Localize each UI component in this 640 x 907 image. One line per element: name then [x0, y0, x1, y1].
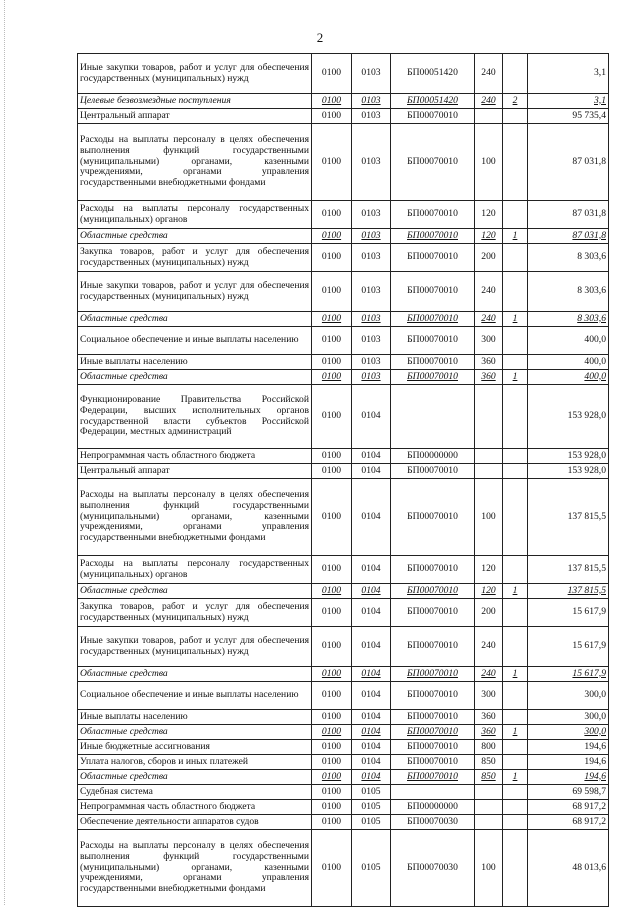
amount: 153 928,0	[528, 385, 609, 449]
funding-source-code	[503, 785, 528, 800]
amount: 194,6	[528, 770, 609, 785]
amount: 87 031,8	[528, 229, 609, 244]
funding-source-code	[503, 710, 528, 725]
section-code: 0100	[312, 327, 352, 355]
funding-source-code	[503, 815, 528, 830]
expense-type-code	[475, 785, 503, 800]
row-description: Расходы на выплаты персоналу в целях обеспечения выполнения функций государственными (муниципальными) органами, казенными учреждениями, органами управления государственными внебюджетными фондами	[78, 479, 312, 556]
subsection-code: 0104	[352, 449, 391, 464]
target-article-code: БП00070030	[391, 815, 475, 830]
table-row	[78, 370, 609, 385]
table-row	[78, 385, 609, 449]
table-row	[78, 815, 609, 830]
subsection-code: 0103	[352, 312, 391, 327]
funding-source-code	[503, 124, 528, 201]
target-article-code: БП00070010	[391, 109, 475, 124]
funding-source-code: 2	[503, 94, 528, 109]
subsection-code: 0104	[352, 667, 391, 682]
expense-type-code	[475, 464, 503, 479]
table-row	[78, 710, 609, 725]
amount: 69 598,7	[528, 785, 609, 800]
target-article-code: БП00070010	[391, 599, 475, 627]
expense-type-code: 240	[475, 272, 503, 312]
subsection-code: 0104	[352, 385, 391, 449]
subsection-code: 0104	[352, 599, 391, 627]
section-code: 0100	[312, 244, 352, 272]
target-article-code: БП00070010	[391, 667, 475, 682]
expense-type-code: 200	[475, 244, 503, 272]
funding-source-code: 1	[503, 667, 528, 682]
row-description: Иные закупки товаров, работ и услуг для обеспечения государственных (муниципальных) нужд	[78, 272, 312, 312]
table-row	[78, 599, 609, 627]
section-code: 0100	[312, 682, 352, 710]
row-description: Судебная система	[78, 785, 312, 800]
amount: 300,0	[528, 682, 609, 710]
funding-source-code	[503, 682, 528, 710]
table-row	[78, 830, 609, 907]
expense-type-code	[475, 815, 503, 830]
subsection-code: 0103	[352, 54, 391, 94]
target-article-code: БП00070010	[391, 770, 475, 785]
funding-source-code	[503, 449, 528, 464]
table-row	[78, 201, 609, 229]
amount: 194,6	[528, 740, 609, 755]
table-row	[78, 584, 609, 599]
row-description: Центральный аппарат	[78, 464, 312, 479]
subsection-code: 0103	[352, 370, 391, 385]
subsection-code: 0103	[352, 229, 391, 244]
target-article-code: БП00070010	[391, 556, 475, 584]
funding-source-code	[503, 556, 528, 584]
table-row	[78, 355, 609, 370]
row-description: Иные выплаты населению	[78, 355, 312, 370]
row-description: Иные закупки товаров, работ и услуг для обеспечения государственных (муниципальных) нужд	[78, 627, 312, 667]
funding-source-code: 1	[503, 725, 528, 740]
funding-source-code: 1	[503, 229, 528, 244]
expense-type-code	[475, 385, 503, 449]
funding-source-code	[503, 272, 528, 312]
row-description: Областные средства	[78, 584, 312, 599]
expense-type-code: 240	[475, 312, 503, 327]
row-description: Центральный аппарат	[78, 109, 312, 124]
section-code: 0100	[312, 479, 352, 556]
row-description: Областные средства	[78, 667, 312, 682]
target-article-code	[391, 385, 475, 449]
subsection-code: 0104	[352, 725, 391, 740]
row-description: Областные средства	[78, 229, 312, 244]
subsection-code: 0104	[352, 464, 391, 479]
expense-type-code: 100	[475, 124, 503, 201]
target-article-code: БП00070010	[391, 370, 475, 385]
expense-type-code: 850	[475, 770, 503, 785]
row-description: Закупка товаров, работ и услуг для обеспечения государственных (муниципальных) нужд	[78, 244, 312, 272]
amount: 400,0	[528, 370, 609, 385]
section-code: 0100	[312, 272, 352, 312]
target-article-code: БП00070010	[391, 229, 475, 244]
expense-type-code: 120	[475, 556, 503, 584]
section-code: 0100	[312, 710, 352, 725]
expense-type-code: 850	[475, 755, 503, 770]
expense-type-code	[475, 800, 503, 815]
funding-source-code	[503, 800, 528, 815]
expense-type-code: 360	[475, 725, 503, 740]
target-article-code: БП00051420	[391, 94, 475, 109]
amount: 400,0	[528, 355, 609, 370]
budget-table	[77, 53, 609, 907]
section-code: 0100	[312, 785, 352, 800]
row-description: Расходы на выплаты персоналу в целях обеспечения выполнения функций государственными (муниципальными) органами, казенными учреждениями, органами управления государственными внебюджетными фондами	[78, 830, 312, 907]
table-row	[78, 327, 609, 355]
amount: 194,6	[528, 755, 609, 770]
subsection-code: 0103	[352, 109, 391, 124]
expense-type-code: 200	[475, 599, 503, 627]
amount: 15 617,9	[528, 599, 609, 627]
subsection-code: 0104	[352, 770, 391, 785]
target-article-code: БП00051420	[391, 54, 475, 94]
amount: 48 013,6	[528, 830, 609, 907]
row-description: Социальное обеспечение и иные выплаты населению	[78, 682, 312, 710]
funding-source-code	[503, 599, 528, 627]
section-code: 0100	[312, 667, 352, 682]
table-row	[78, 667, 609, 682]
table-row	[78, 479, 609, 556]
target-article-code	[391, 785, 475, 800]
subsection-code: 0103	[352, 124, 391, 201]
expense-type-code: 360	[475, 710, 503, 725]
amount: 153 928,0	[528, 464, 609, 479]
section-code: 0100	[312, 740, 352, 755]
table-row	[78, 755, 609, 770]
funding-source-code	[503, 627, 528, 667]
subsection-code: 0103	[352, 244, 391, 272]
subsection-code: 0103	[352, 327, 391, 355]
row-description: Закупка товаров, работ и услуг для обеспечения государственных (муниципальных) нужд	[78, 599, 312, 627]
table-row	[78, 124, 609, 201]
table-row	[78, 464, 609, 479]
expense-type-code	[475, 109, 503, 124]
funding-source-code: 1	[503, 312, 528, 327]
funding-source-code: 1	[503, 770, 528, 785]
row-description: Обеспечение деятельности аппаратов судов	[78, 815, 312, 830]
target-article-code: БП00070010	[391, 710, 475, 725]
page-number: 2	[316, 30, 324, 45]
row-description: Расходы на выплаты персоналу государственных (муниципальных) органов	[78, 201, 312, 229]
subsection-code: 0104	[352, 710, 391, 725]
table-row	[78, 94, 609, 109]
row-description: Непрограммная часть областного бюджета	[78, 800, 312, 815]
row-description: Уплата налогов, сборов и иных платежей	[78, 755, 312, 770]
table-row	[78, 229, 609, 244]
section-code: 0100	[312, 830, 352, 907]
subsection-code: 0104	[352, 755, 391, 770]
expense-type-code: 360	[475, 355, 503, 370]
funding-source-code: 1	[503, 370, 528, 385]
amount: 3,1	[528, 94, 609, 109]
amount: 300,0	[528, 725, 609, 740]
row-description: Иные бюджетные ассигнования	[78, 740, 312, 755]
subsection-code: 0105	[352, 815, 391, 830]
table-row	[78, 312, 609, 327]
target-article-code: БП00070010	[391, 755, 475, 770]
subsection-code: 0104	[352, 740, 391, 755]
amount: 87 031,8	[528, 201, 609, 229]
amount: 3,1	[528, 54, 609, 94]
expense-type-code: 240	[475, 667, 503, 682]
budget-table-body	[78, 54, 609, 907]
target-article-code: БП00070010	[391, 725, 475, 740]
subsection-code: 0104	[352, 627, 391, 667]
section-code: 0100	[312, 94, 352, 109]
table-row	[78, 770, 609, 785]
subsection-code: 0105	[352, 785, 391, 800]
amount: 8 303,6	[528, 312, 609, 327]
subsection-code: 0103	[352, 272, 391, 312]
section-code: 0100	[312, 627, 352, 667]
funding-source-code: 1	[503, 584, 528, 599]
section-code: 0100	[312, 109, 352, 124]
target-article-code: БП00070010	[391, 327, 475, 355]
section-code: 0100	[312, 815, 352, 830]
table-row	[78, 244, 609, 272]
expense-type-code	[475, 449, 503, 464]
row-description: Областные средства	[78, 770, 312, 785]
subsection-code: 0103	[352, 201, 391, 229]
table-row	[78, 272, 609, 312]
section-code: 0100	[312, 584, 352, 599]
expense-type-code: 300	[475, 682, 503, 710]
target-article-code: БП00070010	[391, 201, 475, 229]
table-row	[78, 556, 609, 584]
row-description: Областные средства	[78, 370, 312, 385]
target-article-code: БП00070010	[391, 479, 475, 556]
amount: 137 815,5	[528, 479, 609, 556]
target-article-code: БП00070010	[391, 627, 475, 667]
subsection-code: 0105	[352, 830, 391, 907]
amount: 8 303,6	[528, 244, 609, 272]
section-code: 0100	[312, 312, 352, 327]
amount: 95 735,4	[528, 109, 609, 124]
funding-source-code	[503, 479, 528, 556]
target-article-code: БП00070010	[391, 355, 475, 370]
amount: 8 303,6	[528, 272, 609, 312]
section-code: 0100	[312, 449, 352, 464]
row-description: Непрограммная часть областного бюджета	[78, 449, 312, 464]
row-description: Расходы на выплаты персоналу в целях обеспечения выполнения функций государственными (муниципальными) органами, казенными учреждениями, органами управления государственными внебюджетными фондами	[78, 124, 312, 201]
expense-type-code: 240	[475, 94, 503, 109]
subsection-code: 0103	[352, 355, 391, 370]
amount: 87 031,8	[528, 124, 609, 201]
table-row	[78, 109, 609, 124]
expense-type-code: 120	[475, 229, 503, 244]
subsection-code: 0105	[352, 800, 391, 815]
expense-type-code: 300	[475, 327, 503, 355]
row-description: Иные закупки товаров, работ и услуг для обеспечения государственных (муниципальных) нужд	[78, 54, 312, 94]
funding-source-code	[503, 755, 528, 770]
amount: 153 928,0	[528, 449, 609, 464]
funding-source-code	[503, 464, 528, 479]
row-description: Целевые безвозмездные поступления	[78, 94, 312, 109]
section-code: 0100	[312, 124, 352, 201]
table-row	[78, 740, 609, 755]
row-description: Областные средства	[78, 725, 312, 740]
subsection-code: 0103	[352, 94, 391, 109]
expense-type-code: 240	[475, 627, 503, 667]
row-description: Расходы на выплаты персоналу государственных (муниципальных) органов	[78, 556, 312, 584]
section-code: 0100	[312, 800, 352, 815]
funding-source-code	[503, 109, 528, 124]
funding-source-code	[503, 355, 528, 370]
expense-type-code: 120	[475, 201, 503, 229]
funding-source-code	[503, 385, 528, 449]
funding-source-code	[503, 327, 528, 355]
table-row	[78, 627, 609, 667]
row-description: Иные выплаты населению	[78, 710, 312, 725]
subsection-code: 0104	[352, 584, 391, 599]
table-row	[78, 785, 609, 800]
amount: 68 917,2	[528, 815, 609, 830]
row-description: Функционирование Правительства Российской Федерации, высших исполнительных органов государственной власти субъектов Российской Федерации, местных администраций	[78, 385, 312, 449]
subsection-code: 0104	[352, 556, 391, 584]
section-code: 0100	[312, 755, 352, 770]
table-row	[78, 725, 609, 740]
expense-type-code: 120	[475, 584, 503, 599]
section-code: 0100	[312, 770, 352, 785]
section-code: 0100	[312, 556, 352, 584]
table-row	[78, 682, 609, 710]
table-row	[78, 54, 609, 94]
target-article-code: БП00070010	[391, 584, 475, 599]
target-article-code: БП00070010	[391, 244, 475, 272]
target-article-code: БП00070010	[391, 740, 475, 755]
target-article-code: БП00070010	[391, 272, 475, 312]
amount: 137 815,5	[528, 556, 609, 584]
subsection-code: 0104	[352, 682, 391, 710]
funding-source-code	[503, 244, 528, 272]
expense-type-code: 360	[475, 370, 503, 385]
expense-type-code: 100	[475, 479, 503, 556]
expense-type-code: 800	[475, 740, 503, 755]
section-code: 0100	[312, 370, 352, 385]
section-code: 0100	[312, 201, 352, 229]
amount: 68 917,2	[528, 800, 609, 815]
table-row	[78, 800, 609, 815]
funding-source-code	[503, 201, 528, 229]
expense-type-code: 100	[475, 830, 503, 907]
target-article-code: БП00000000	[391, 449, 475, 464]
section-code: 0100	[312, 599, 352, 627]
amount: 15 617,9	[528, 667, 609, 682]
subsection-code: 0104	[352, 479, 391, 556]
section-code: 0100	[312, 385, 352, 449]
amount: 15 617,9	[528, 627, 609, 667]
target-article-code: БП00070030	[391, 830, 475, 907]
row-description: Социальное обеспечение и иные выплаты населению	[78, 327, 312, 355]
amount: 300,0	[528, 710, 609, 725]
target-article-code: БП00000000	[391, 800, 475, 815]
funding-source-code	[503, 830, 528, 907]
target-article-code: БП00070010	[391, 312, 475, 327]
section-code: 0100	[312, 229, 352, 244]
row-description: Областные средства	[78, 312, 312, 327]
target-article-code: БП00070010	[391, 124, 475, 201]
amount: 400,0	[528, 327, 609, 355]
expense-type-code: 240	[475, 54, 503, 94]
funding-source-code	[503, 740, 528, 755]
section-code: 0100	[312, 54, 352, 94]
target-article-code: БП00070010	[391, 682, 475, 710]
section-code: 0100	[312, 464, 352, 479]
binding-margin-rule	[4, 0, 5, 905]
target-article-code: БП00070010	[391, 464, 475, 479]
table-row	[78, 449, 609, 464]
funding-source-code	[503, 54, 528, 94]
section-code: 0100	[312, 725, 352, 740]
amount: 137 815,5	[528, 584, 609, 599]
section-code: 0100	[312, 355, 352, 370]
